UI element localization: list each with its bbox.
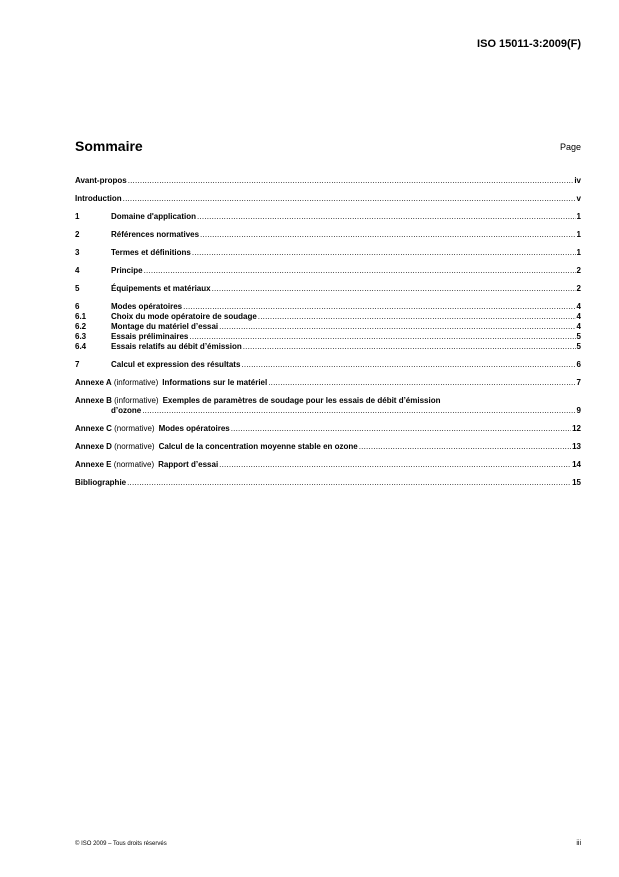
toc-leader-dots xyxy=(241,360,575,370)
toc-entry[interactable] xyxy=(75,302,581,312)
annex-prefix: Annexe E xyxy=(75,460,112,469)
toc-entry-label: Bibliographie xyxy=(75,478,127,487)
toc-entry-number: 7 xyxy=(75,360,80,369)
toc-entry-label: Modes opératoires xyxy=(111,302,183,311)
toc-entry[interactable] xyxy=(75,342,581,352)
toc-entry-page: 5 xyxy=(576,342,581,351)
toc-entry-page: 5 xyxy=(576,332,581,341)
toc-entry-page: 1 xyxy=(576,212,581,221)
toc-entry[interactable] xyxy=(75,176,581,186)
standard-reference: ISO 15011-3:2009(F) xyxy=(477,38,581,50)
toc-entry-page: 2 xyxy=(576,284,581,293)
toc-entry-number: 3 xyxy=(75,248,80,257)
toc-leader-dots xyxy=(359,442,571,452)
toc-entry[interactable] xyxy=(75,230,581,240)
toc-entry-label: Principe xyxy=(111,266,143,275)
annex-type-note: (informative) xyxy=(113,378,159,387)
toc-leader-dots xyxy=(189,332,575,342)
toc-entry[interactable] xyxy=(75,360,581,370)
annex-prefix: Annexe B xyxy=(75,396,112,405)
toc-entry-label: Exemples de paramètres de soudage pour les essais de débit d’émission xyxy=(162,396,441,405)
toc-entry-page: 7 xyxy=(576,378,581,387)
toc-entry-annex[interactable] xyxy=(75,442,581,452)
toc-entry-page: 15 xyxy=(572,478,581,487)
toc-entry-number: 2 xyxy=(75,230,80,239)
toc-entry-label: Calcul et expression des résultats xyxy=(111,360,241,369)
toc-entry-number: 4 xyxy=(75,266,80,275)
toc-entry-number: 1 xyxy=(75,212,80,221)
toc-entry[interactable] xyxy=(75,332,581,342)
annex-type-note: (informative) xyxy=(114,396,159,405)
toc-leader-dots xyxy=(127,478,571,488)
toc-entry-label: Rapport d’essai xyxy=(158,460,219,469)
toc-entry-page: 1 xyxy=(576,230,581,239)
toc-entry-page: 2 xyxy=(576,266,581,275)
toc-leader-dots xyxy=(219,460,571,470)
toc-leader-dots xyxy=(219,322,575,332)
toc-entry-page: 4 xyxy=(576,322,581,331)
toc-leader-dots xyxy=(243,342,576,352)
annex-prefix: Annexe C xyxy=(75,424,112,433)
toc-entry-number: 6.4 xyxy=(75,342,87,351)
toc-entry-page: 13 xyxy=(572,442,581,451)
toc-entry-annex[interactable] xyxy=(75,424,581,434)
toc-entry-label: Calcul de la concentration moyenne stable en ozone xyxy=(158,442,358,451)
toc-entry[interactable] xyxy=(75,322,581,332)
toc-entry-label: Informations sur le matériel xyxy=(162,378,268,387)
toc-entry-number: 5 xyxy=(75,284,80,293)
toc-main-section xyxy=(75,176,581,370)
toc-leader-dots xyxy=(142,406,575,416)
toc-entry-page: 4 xyxy=(576,312,581,321)
toc-entry-label: Essais relatifs au débit d’émission xyxy=(111,342,242,351)
annex-type-note: (normative) xyxy=(114,442,155,451)
annex-prefix: Annexe D xyxy=(75,442,112,451)
annex-type-note: (normative) xyxy=(114,424,155,433)
toc-leader-dots xyxy=(128,176,574,186)
toc-entry-label: Équipements et matériaux xyxy=(111,284,211,293)
toc-entry-label-continued: d’ozone xyxy=(111,406,142,415)
annex-prefix: Annexe A xyxy=(75,378,112,387)
toc-entry[interactable] xyxy=(75,194,581,204)
footer-copyright: © ISO 2009 – Tous droits réservés xyxy=(75,841,167,847)
toc-leader-dots xyxy=(200,230,576,240)
toc-entry-page: 9 xyxy=(576,406,581,415)
toc-entry-page: iv xyxy=(574,176,581,185)
toc-entry-page: 4 xyxy=(576,302,581,311)
toc-entry-number: 6.3 xyxy=(75,332,87,341)
toc-entry-page: 12 xyxy=(572,424,581,433)
toc-leader-dots xyxy=(258,312,576,322)
toc-leader-dots xyxy=(197,212,576,222)
toc-entry-label: Domaine d'application xyxy=(111,212,197,221)
table-of-contents xyxy=(75,176,581,488)
toc-entry-label: Choix du mode opératoire de soudage xyxy=(111,312,257,321)
toc-annex-section xyxy=(75,378,581,470)
page-title: Sommaire xyxy=(75,138,143,154)
toc-entry[interactable] xyxy=(75,284,581,294)
toc-entry-label: Montage du matériel d’essai xyxy=(111,322,219,331)
toc-entry-label: Références normatives xyxy=(111,230,200,239)
toc-entry-number: 6.2 xyxy=(75,322,87,331)
toc-entry-label: Essais préliminaires xyxy=(111,332,189,341)
toc-leader-dots xyxy=(123,194,576,204)
annex-type-note: (normative) xyxy=(113,460,155,469)
toc-leader-dots xyxy=(268,378,575,388)
toc-entry-label: Avant-propos xyxy=(75,176,127,185)
toc-entry-number: 6 xyxy=(75,302,80,311)
toc-leader-dots xyxy=(144,266,576,276)
toc-leader-dots xyxy=(212,284,576,294)
toc-entry-page: 14 xyxy=(572,460,581,469)
toc-entry-page: 6 xyxy=(576,360,581,369)
footer-page-number: iii xyxy=(576,840,581,847)
toc-entry-label: Modes opératoires xyxy=(158,424,230,433)
toc-entry[interactable] xyxy=(75,248,581,258)
toc-leader-dots xyxy=(183,302,575,312)
toc-entry-annex[interactable] xyxy=(75,378,581,388)
toc-entry-label: Introduction xyxy=(75,194,122,203)
page-column-label: Page xyxy=(559,142,581,152)
toc-entry-label: Termes et définitions xyxy=(111,248,191,257)
toc-entry-bibliography[interactable] xyxy=(75,478,581,488)
toc-entry-annex[interactable] xyxy=(75,460,581,470)
toc-entry-page: 1 xyxy=(576,248,581,257)
toc-leader-dots xyxy=(231,424,571,434)
toc-leader-dots xyxy=(192,248,576,258)
toc-entry-annex[interactable] xyxy=(75,396,581,416)
toc-entry-number: 6.1 xyxy=(75,312,87,321)
toc-entry[interactable] xyxy=(75,212,581,222)
toc-entry[interactable] xyxy=(75,312,581,322)
toc-entry[interactable] xyxy=(75,266,581,276)
toc-entry-page: v xyxy=(576,194,581,203)
